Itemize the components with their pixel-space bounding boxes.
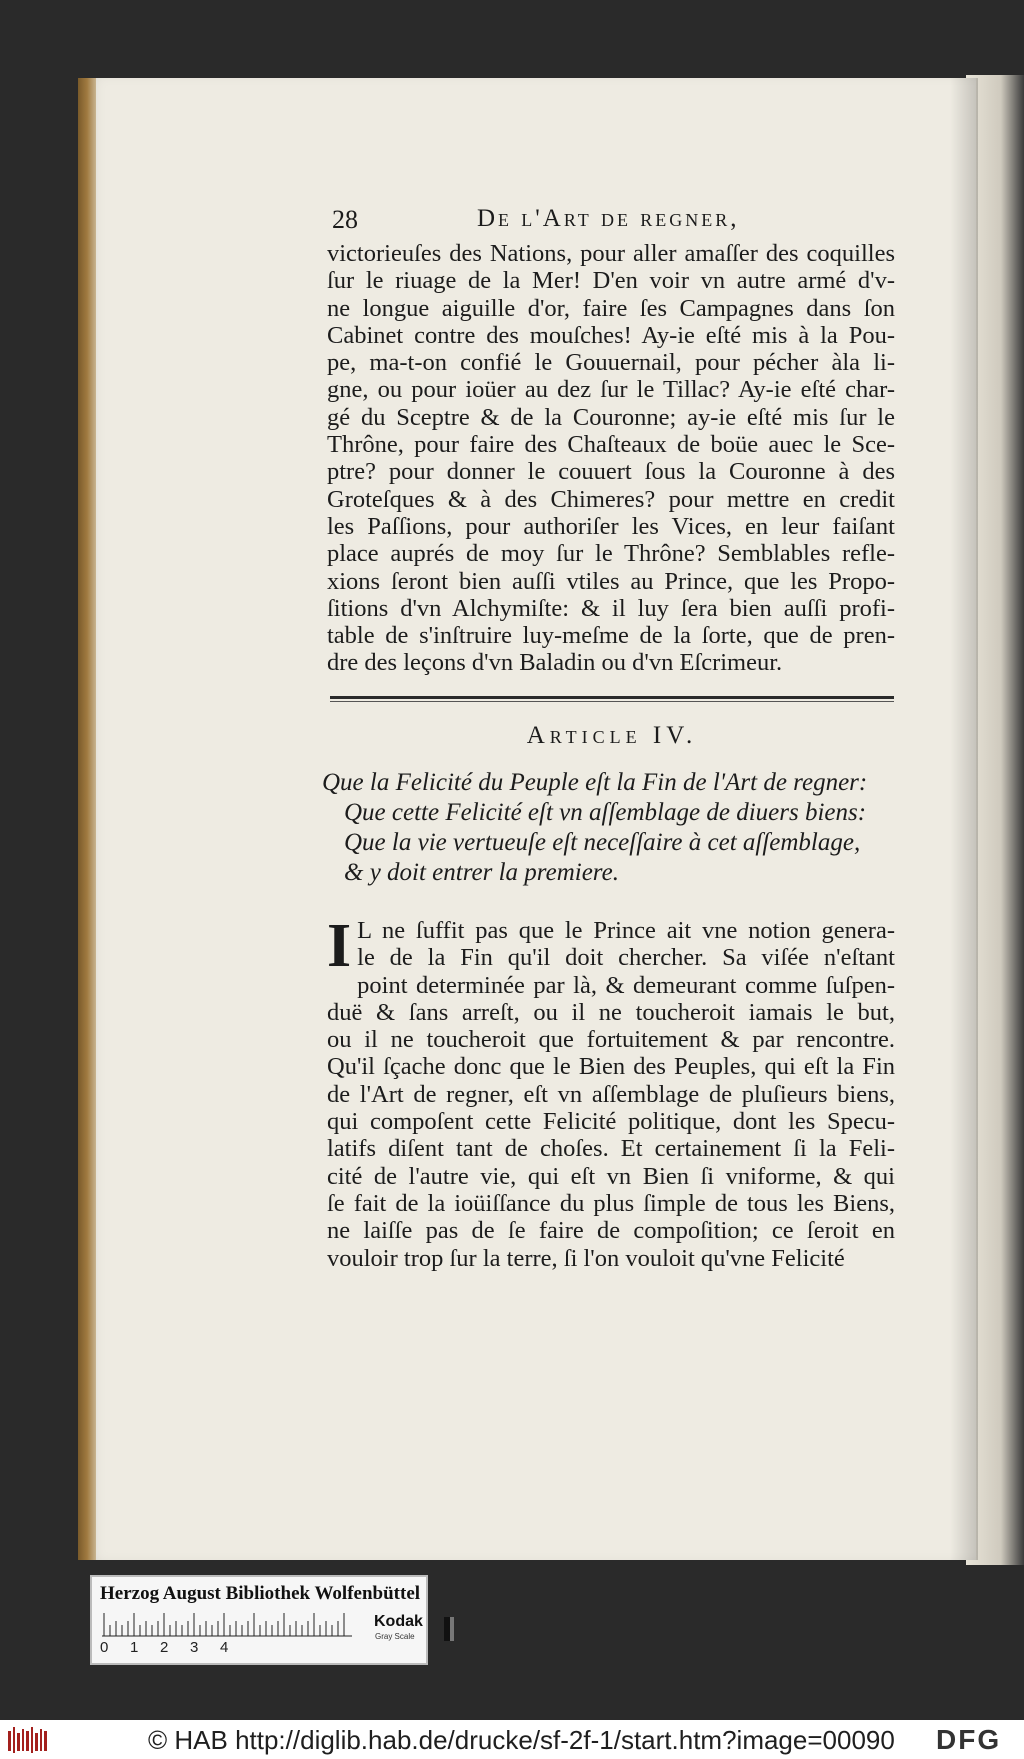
gray-swatch-icon <box>444 1617 454 1641</box>
paragraph-article-body <box>327 912 895 1272</box>
scale-label: 2 <box>160 1639 169 1656</box>
ruler-scale-icon <box>102 1613 352 1637</box>
gray-scale-label: Gray Scale <box>375 1632 415 1641</box>
section-rule-thin <box>330 701 894 702</box>
text-line: ſe fait de la ioüiſſance du plus ſimple de tous les Biens, <box>327 1189 895 1217</box>
text-line: point determinée par là, & demeurant comme ſuſpen- <box>357 971 895 999</box>
text-line: qui compoſent cette Felicité politique, dont les Specu- <box>327 1108 895 1136</box>
text-line: latifs diſent tant de choſes. Et certainement ſi la Feli- <box>327 1135 895 1163</box>
text-line: pe, ma-t-on confié le Gouuernail, pour pécher àla li- <box>327 349 895 377</box>
running-header <box>332 205 892 241</box>
page-shadow <box>950 78 978 1560</box>
text-line: xions ſeront bien auſſi vtiles au Prince, que les Propo- <box>327 567 895 595</box>
page-number: 28 <box>332 205 358 234</box>
ruler-scale-labels <box>100 1639 360 1656</box>
text-line: ne longue aiguille d'or, faire ſes Campagnes dans ſon <box>327 294 895 322</box>
scale-label: 0 <box>100 1639 109 1656</box>
text-line: de l'Art de regner, eſt vn aſſemblage de pluſieurs biens, <box>327 1080 895 1108</box>
section-rule <box>330 696 894 699</box>
article-summary <box>322 768 898 888</box>
paragraph-continued <box>327 240 895 677</box>
summary-line: Que cette Felicité eſt vn aſſemblage de diuers biens: <box>344 799 867 826</box>
text-line: le de la Fin qu'il doit chercher. Sa viſée n'eſtant <box>357 944 895 972</box>
text-line: cité de l'autre vie, qui eſt vn Bien ſi vniforme, & qui <box>327 1162 895 1190</box>
text-line: table de s'inſtruire luy-meſme de la ſorte, que de pren- <box>327 622 895 650</box>
dfg-logo: DFG <box>936 1724 1002 1755</box>
summary-line: Que la vie vertueuſe eſt neceſſaire à cet aſſemblage, <box>344 829 861 856</box>
text-line: ſur le riuage de la Mer! D'en voir vn autre armé d'v- <box>327 267 895 295</box>
text-line: duë & ſans arreſt, ou il ne toucheroit iamais le but, <box>327 998 895 1026</box>
text-line: Thrône, pour faire des Chaſteaux de boüe auec le Sce- <box>327 431 895 459</box>
copyright-link[interactable]: © HAB http://diglib.hab.de/drucke/sf-2f-1/start.htm?image=00090 <box>148 1725 895 1755</box>
text-line: les Paſſions, pour authoriſer les Vices, en leur faiſant <box>327 512 895 540</box>
drop-cap: I <box>327 912 352 980</box>
text-line: ne laiſſe pas de ſe faire de compoſition; ce ſeroit en <box>327 1217 895 1245</box>
text-line: Groteſques & à des Chimeres? pour mettre en credit <box>327 485 895 513</box>
running-title: De l'Art de regner, <box>477 205 740 232</box>
text-line: gé du Sceptre & de la Couronne; ay-ie eſté mis ſur le <box>327 403 895 431</box>
kodak-label: Kodak <box>374 1613 423 1630</box>
text-line: Qu'il ſçache donc que le Bien des Peuples, qui eſt la Fin <box>327 1053 895 1081</box>
text-line: Cabinet contre des mouſches! Ay-ie eſté mis à la Pou- <box>327 321 895 349</box>
scale-label: 4 <box>220 1639 229 1656</box>
text-line: vouloir trop ſur la terre, ſi l'on vouloit qu'vne Felicité <box>327 1244 845 1272</box>
summary-line: Que la Felicité du Peuple eſt la Fin de l'Art de regner: <box>322 769 868 796</box>
text-line: dre des leçons d'vn Baladin ou d'vn Eſcrimeur. <box>327 649 783 677</box>
text-line: ſitions d'vn Alchymiſte: & il luy ſera bien auſſi profi- <box>327 594 895 622</box>
scale-label: 1 <box>130 1639 139 1656</box>
text-line: gne, ou pour ioüer au dez ſur le Tillac? Ay-ie eſté char- <box>327 376 895 404</box>
library-name: Herzog August Bibliothek Wolfenbüttel <box>100 1583 421 1604</box>
color-reference-bar <box>90 1575 428 1665</box>
summary-line: & y doit entrer la premiere. <box>344 859 619 886</box>
article-heading: Article IV. <box>526 722 698 749</box>
page-gutter <box>78 78 96 1560</box>
text-line: L ne ſuffit pas que le Prince ait vne notion genera- <box>357 917 895 944</box>
barcode-icon <box>8 1727 48 1753</box>
text-line: ou il ne toucheroit que fortuitement & par rencontre. <box>327 1026 895 1054</box>
text-line: place auprés de moy ſur le Thrône? Semblables refle- <box>327 540 895 568</box>
text-line: victorieuſes des Nations, pour aller amaſſer des coquilles <box>327 240 895 267</box>
scale-label: 3 <box>190 1639 199 1656</box>
text-line: ptre? pour donner le couuert ſous la Couronne à des <box>327 458 895 486</box>
